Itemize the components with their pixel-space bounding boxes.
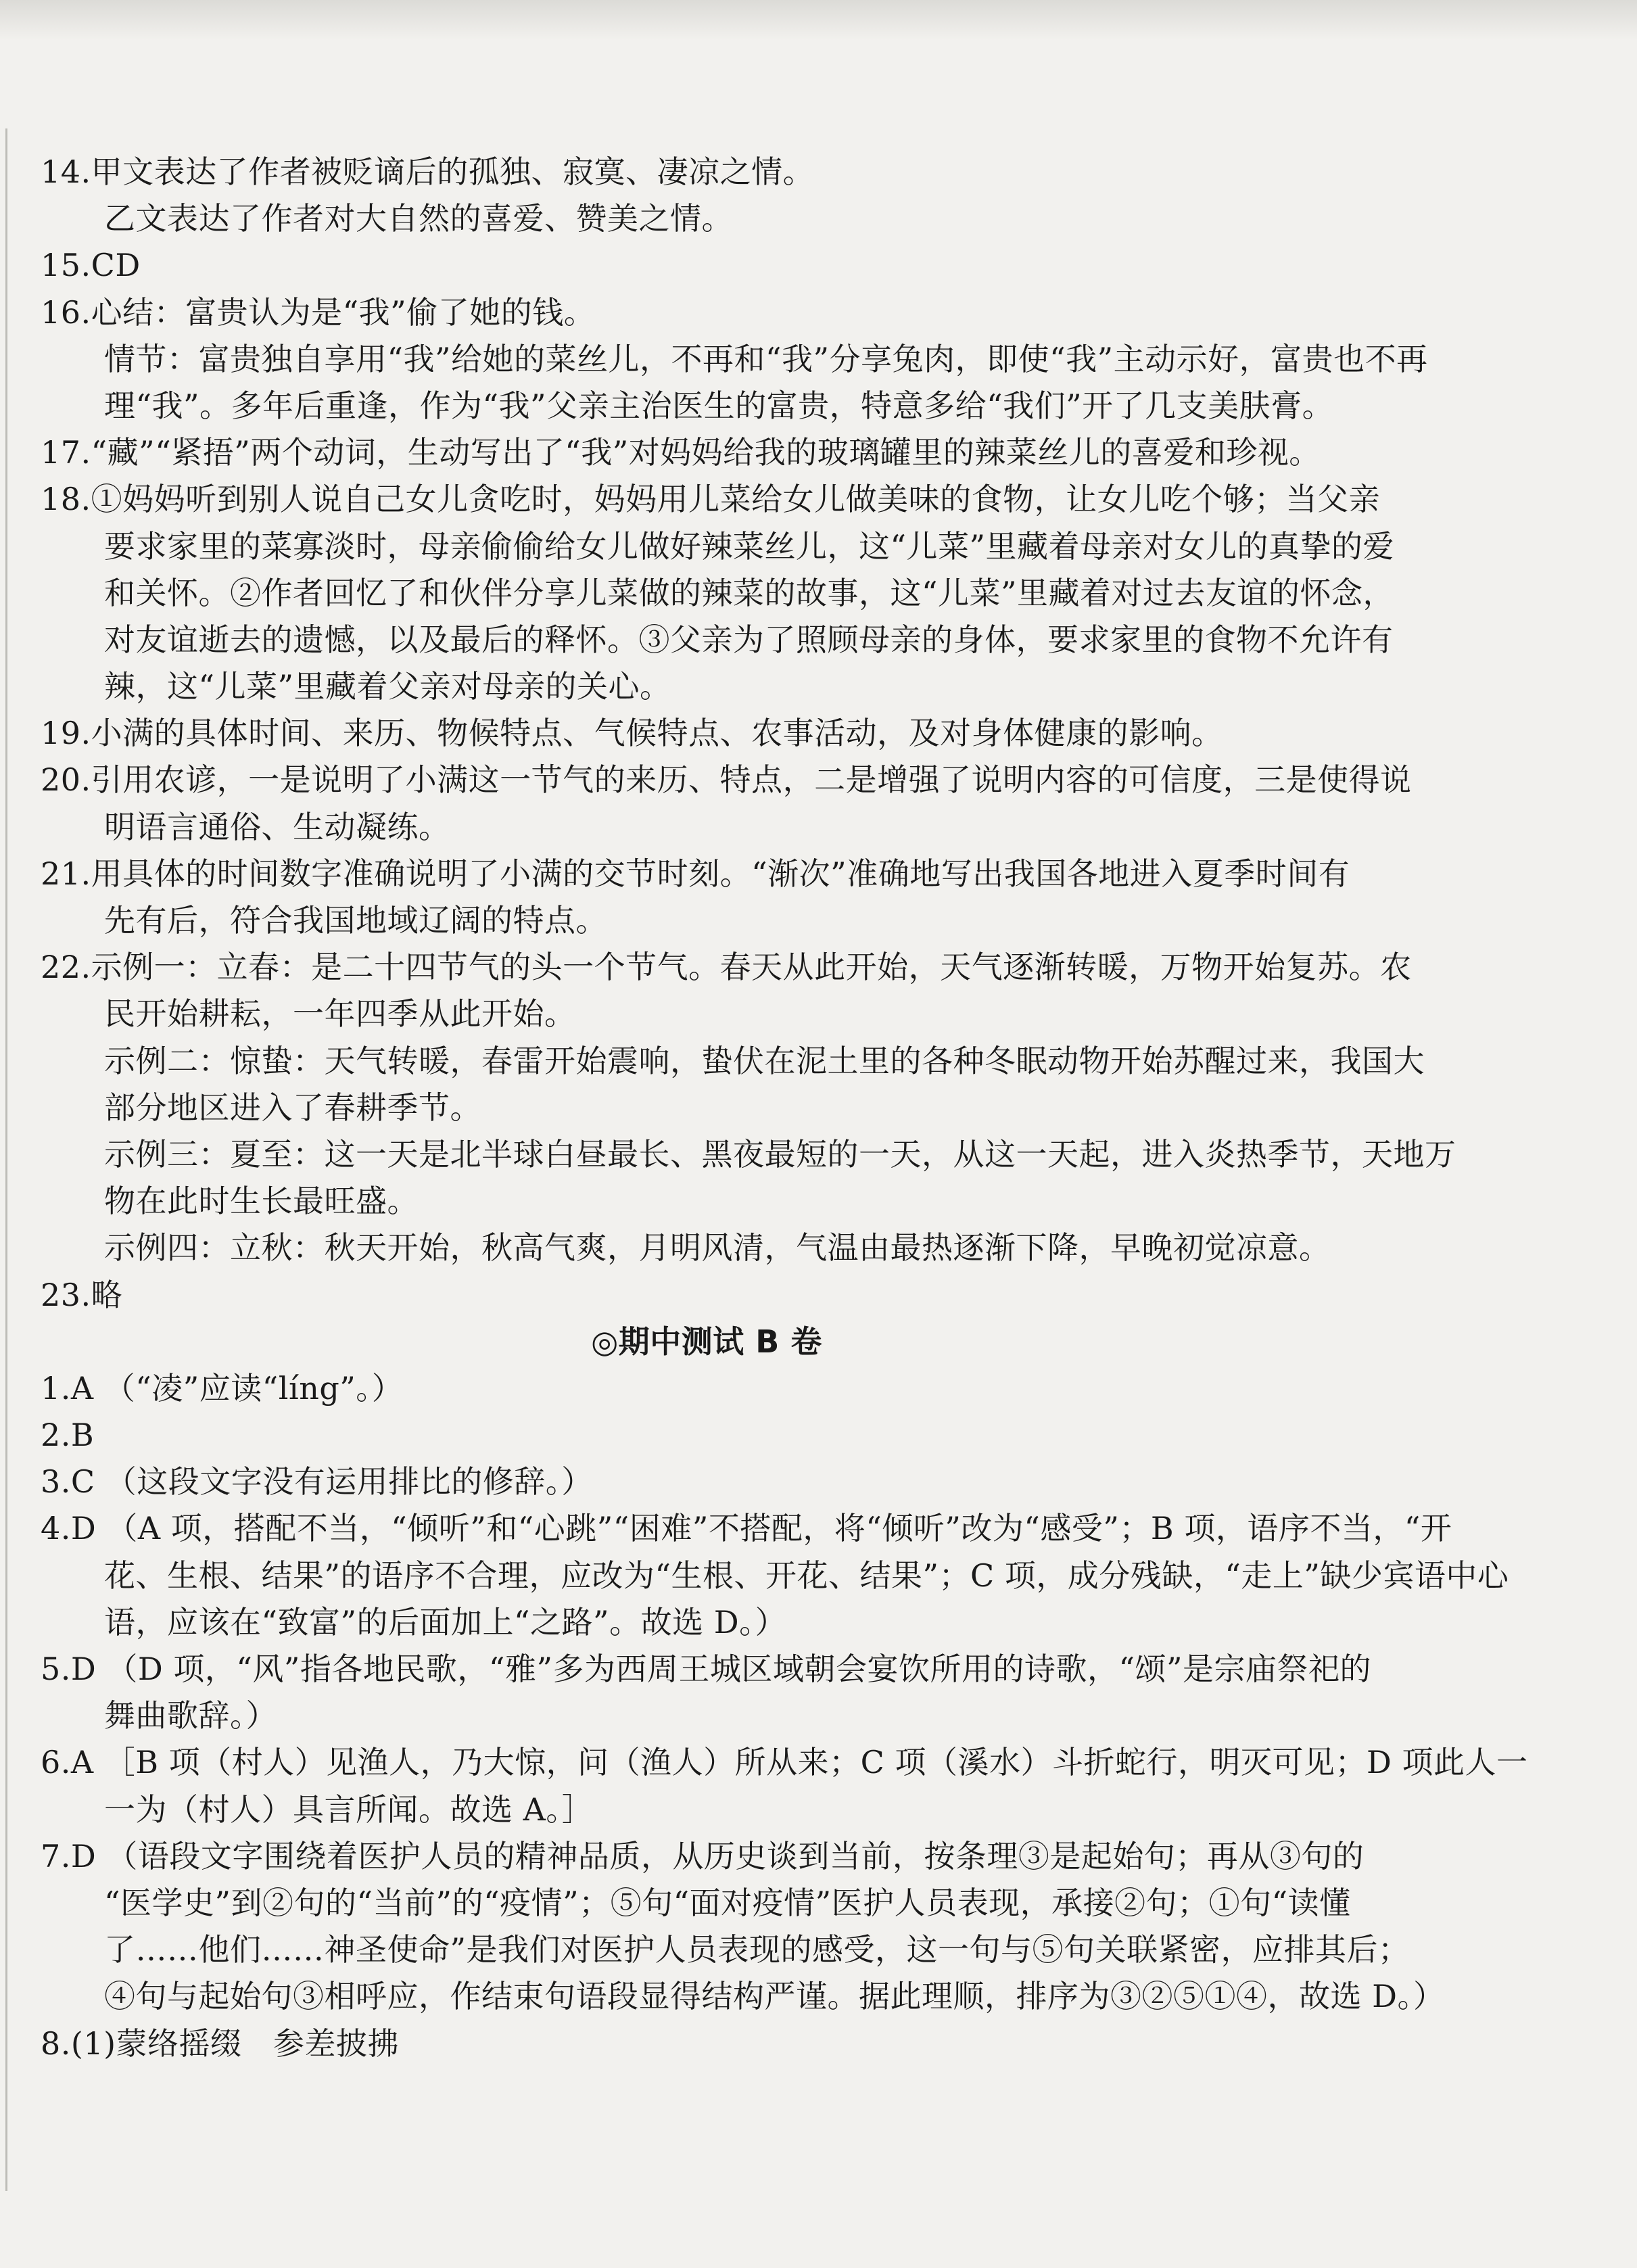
answer-line: 明语言通俗、生动凝练。 [104, 808, 450, 845]
answer-line: 一为（村人）具言所闻。故选 A。］ [104, 1791, 594, 1828]
answer-line: 示例三：夏至：这一天是北半球白昼最长、黑夜最短的一天，从这一天起，进入炎热季节，天地万 [104, 1135, 1456, 1173]
answer-line: 8.(1)蒙络摇缀 参差披拂 [41, 2025, 400, 2062]
answer-line: 和关怀。②作者回忆了和伙伴分享儿菜做的辣菜的故事，这“儿菜”里藏着对过去友谊的怀念， [104, 574, 1395, 611]
answer-line: “医学史”到②句的“当前”的“疫情”；⑤句“面对疫情”医护人员表现，承接②句；①句“读懂 [104, 1884, 1351, 1921]
answer-line: 22.示例一：立春：是二十四节气的头一个节气。春天从此开始，天气逐渐转暖，万物开始复苏。农 [41, 949, 1412, 986]
answer-line: 情节：富贵独自享用“我”给她的菜丝儿，不再和“我”分享兔肉，即使“我”主动示好，富贵也不再 [104, 340, 1428, 377]
answer-line: 14.甲文表达了作者被贬谪后的孤独、寂寞、凄凉之情。 [41, 153, 815, 190]
answer-line: 23.略 [41, 1276, 123, 1313]
answer-line: 民开始耕耘，一年四季从此开始。 [104, 995, 576, 1033]
answer-line: 20.引用农谚，一是说明了小满这一节气的来历、特点，二是增强了说明内容的可信度，三是使得说 [41, 761, 1412, 799]
answer-line: 19.小满的具体时间、来历、物候特点、气候特点、农事活动，及对身体健康的影响。 [41, 715, 1223, 752]
answer-line: 2.B [41, 1417, 95, 1454]
answer-text-block [41, 149, 1528, 2067]
answer-line: 17.“藏”“紧捂”两个动词，生动写出了“我”对妈妈给我的玻璃罐里的辣菜丝儿的喜爱和珍视。 [41, 434, 1321, 471]
answer-line: 示例二：惊蛰：天气转暖，春雷开始震响，蛰伏在泥土里的各种冬眠动物开始苏醒过来，我国大 [104, 1042, 1425, 1079]
answer-line: 物在此时生长最旺盛。 [104, 1183, 419, 1220]
answer-line: 舞曲歌辞。） [104, 1697, 277, 1734]
answer-line: ④句与起始句③相呼应，作结束句语段显得结构严谨。据此理顺，排序为③②⑤①④，故选 D。） [104, 1978, 1445, 2015]
answer-line: 示例四：立秋：秋天开始，秋高气爽，月明风清，气温由最热逐渐下降，早晚初觉凉意。 [104, 1229, 1331, 1267]
answer-line: 辣，这“儿菜”里藏着父亲对母亲的关心。 [104, 668, 671, 705]
answer-line: 5.D （D 项，“风”指各地民歌，“雅”多为西周王城区域朝会宴饮所用的诗歌，“颂”是宗庙祭祀的 [41, 1651, 1371, 1687]
answer-line: 理“我”。多年后重逢，作为“我”父亲主治医生的富贵，特意多给“我们”开了几支美肤膏。 [104, 387, 1334, 424]
answer-line: 15.CD [41, 247, 141, 284]
answer-line: 了……他们……神圣使命”是我们对医护人员表现的感受，这一句与⑤句关联紧密，应排其后； [104, 1931, 1410, 1968]
answer-line: 乙文表达了作者对大自然的喜爱、赞美之情。 [104, 200, 733, 237]
scan-top-shadow [0, 0, 1637, 41]
answer-line: 1.A （“凌”应读“líng”。） [41, 1369, 404, 1407]
section-title: ◎期中测试 B 卷 [591, 1323, 822, 1360]
answer-line: 6.A ［B 项（村人）见渔人，乃大惊，问（渔人）所从来；C 项（溪水）斗折蛇行，明灭可见；D 项此人一 [41, 1744, 1528, 1781]
answer-line: 部分地区进入了春耕季节。 [104, 1089, 481, 1126]
binding-edge-line [5, 128, 7, 2191]
answer-line: 18.①妈妈听到别人说自己女儿贪吃时，妈妈用儿菜给女儿做美味的食物，让女儿吃个够；当父亲 [41, 481, 1381, 518]
answer-line: 16.心结：富贵认为是“我”偷了她的钱。 [41, 293, 596, 331]
answer-line: 语，应该在“致富”的后面加上“之路”。故选 D。） [104, 1603, 787, 1640]
answer-line: 7.D （语段文字围绕着医护人员的精神品质，从历史谈到当前，按条理③是起始句；再从③句的 [41, 1837, 1365, 1874]
answer-line: 4.D （A 项，搭配不当，“倾听”和“心跳”“困难”不搭配，将“倾听”改为“感受”；B 项，语序不当，“开 [41, 1510, 1452, 1547]
answer-line: 3.C （这段文字没有运用排比的修辞。） [41, 1463, 593, 1501]
answer-line: 21.用具体的时间数字准确说明了小满的交节时刻。“渐次”准确地写出我国各地进入夏季时间有 [41, 855, 1350, 892]
answer-line: 花、生根、结果”的语序不合理，应改为“生根、开花、结果”；C 项，成分残缺，“走上”缺少宾语中心 [104, 1557, 1509, 1594]
answer-line: 要求家里的菜寡淡时，母亲偷偷给女儿做好辣菜丝儿，这“儿菜”里藏着母亲对女儿的真挚的爱 [104, 527, 1395, 565]
answer-line: 对友谊逝去的遗憾，以及最后的释怀。③父亲为了照顾母亲的身体，要求家里的食物不允许有 [104, 621, 1394, 658]
answer-line: 先有后，符合我国地域辽阔的特点。 [104, 902, 607, 939]
